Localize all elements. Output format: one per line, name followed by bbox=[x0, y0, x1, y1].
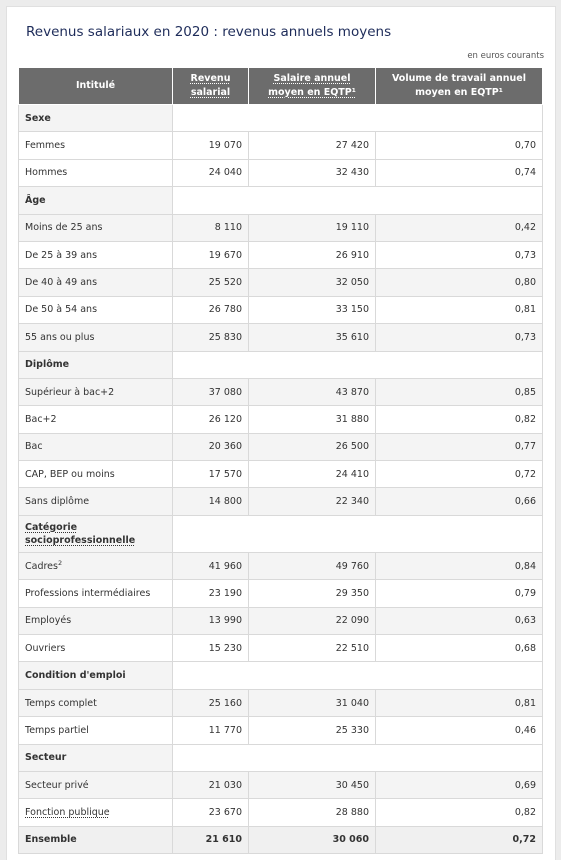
cell-revenu: 21 030 bbox=[173, 771, 249, 798]
cell-volume: 0,42 bbox=[376, 214, 543, 241]
category-row bbox=[19, 515, 543, 552]
cell-salaire: 22 090 bbox=[249, 607, 376, 634]
row-label: De 40 à 49 ans bbox=[19, 269, 173, 296]
cell-revenu: 15 230 bbox=[173, 635, 249, 662]
cell-volume: 0,72 bbox=[376, 826, 543, 853]
empty-cell bbox=[173, 187, 543, 214]
cell-revenu: 23 670 bbox=[173, 799, 249, 826]
cell-salaire: 32 050 bbox=[249, 269, 376, 296]
header-revenu-salarial-label[interactable]: Revenu salarial bbox=[190, 73, 231, 98]
category-label: Sexe bbox=[19, 105, 173, 132]
row-label: Bac bbox=[19, 433, 173, 460]
cell-salaire: 29 350 bbox=[249, 580, 376, 607]
table-row bbox=[19, 214, 543, 241]
table-row bbox=[19, 580, 543, 607]
empty-cell bbox=[173, 662, 543, 689]
total-row bbox=[19, 826, 543, 853]
cell-volume: 0,70 bbox=[376, 132, 543, 159]
header-intitule: Intitulé bbox=[19, 68, 173, 105]
table-row bbox=[19, 771, 543, 798]
category-row bbox=[19, 744, 543, 771]
row-label: Temps partiel bbox=[19, 717, 173, 744]
cell-salaire: 43 870 bbox=[249, 378, 376, 405]
table-row bbox=[19, 552, 543, 579]
row-label: Professions intermédiaires bbox=[19, 580, 173, 607]
table-row bbox=[19, 635, 543, 662]
cell-salaire: 49 760 bbox=[249, 552, 376, 579]
cell-volume: 0,72 bbox=[376, 461, 543, 488]
cell-revenu: 19 670 bbox=[173, 241, 249, 268]
row-label: Employés bbox=[19, 607, 173, 634]
table-row bbox=[19, 324, 543, 351]
cell-salaire: 26 910 bbox=[249, 241, 376, 268]
cell-revenu: 13 990 bbox=[173, 607, 249, 634]
cell-volume: 0,82 bbox=[376, 406, 543, 433]
row-label: CAP, BEP ou moins bbox=[19, 461, 173, 488]
cell-revenu: 25 520 bbox=[173, 269, 249, 296]
table-row bbox=[19, 488, 543, 515]
category-label-link[interactable]: Catégorie socioprofessionnelle bbox=[25, 521, 136, 546]
data-table bbox=[18, 68, 543, 854]
cell-volume: 0,69 bbox=[376, 771, 543, 798]
cell-volume: 0,79 bbox=[376, 580, 543, 607]
cell-salaire: 24 410 bbox=[249, 461, 376, 488]
cell-salaire: 22 510 bbox=[249, 635, 376, 662]
cell-revenu: 24 040 bbox=[173, 159, 249, 186]
row-label: Femmes bbox=[19, 132, 173, 159]
table-row bbox=[19, 378, 543, 405]
category-label: Condition d'emploi bbox=[19, 662, 173, 689]
cell-revenu: 25 830 bbox=[173, 324, 249, 351]
row-label: Ouvriers bbox=[19, 635, 173, 662]
category-row bbox=[19, 351, 543, 378]
row-label-cell bbox=[19, 552, 173, 579]
empty-cell bbox=[173, 105, 543, 132]
row-label: Secteur privé bbox=[19, 771, 173, 798]
cell-volume: 0,73 bbox=[376, 324, 543, 351]
table-row bbox=[19, 689, 543, 716]
cell-revenu: 17 570 bbox=[173, 461, 249, 488]
row-label-link[interactable]: Fonction publique bbox=[25, 807, 110, 819]
cell-salaire: 30 060 bbox=[249, 826, 376, 853]
cell-revenu: 26 120 bbox=[173, 406, 249, 433]
unit-note: en euros courants bbox=[467, 51, 544, 61]
table-row bbox=[19, 241, 543, 268]
row-label: Cadres bbox=[25, 560, 58, 572]
empty-cell bbox=[173, 744, 543, 771]
table-row bbox=[19, 717, 543, 744]
cell-revenu: 19 070 bbox=[173, 132, 249, 159]
footnote-marker[interactable]: 2 bbox=[57, 558, 63, 567]
cell-salaire: 26 500 bbox=[249, 433, 376, 460]
cell-volume: 0,80 bbox=[376, 269, 543, 296]
table-row bbox=[19, 406, 543, 433]
row-label: 55 ans ou plus bbox=[19, 324, 173, 351]
cell-revenu: 11 770 bbox=[173, 717, 249, 744]
table-row bbox=[19, 132, 543, 159]
header-row bbox=[19, 68, 543, 105]
cell-volume: 0,77 bbox=[376, 433, 543, 460]
cell-volume: 0,63 bbox=[376, 607, 543, 634]
row-label: De 25 à 39 ans bbox=[19, 241, 173, 268]
cell-salaire: 31 880 bbox=[249, 406, 376, 433]
category-row bbox=[19, 187, 543, 214]
cell-volume: 0,81 bbox=[376, 296, 543, 323]
cell-revenu: 20 360 bbox=[173, 433, 249, 460]
cell-volume: 0,46 bbox=[376, 717, 543, 744]
category-cell[interactable] bbox=[19, 515, 173, 552]
table-row bbox=[19, 433, 543, 460]
cell-salaire: 28 880 bbox=[249, 799, 376, 826]
cell-salaire: 33 150 bbox=[249, 296, 376, 323]
cell-revenu: 41 960 bbox=[173, 552, 249, 579]
header-revenu-salarial[interactable] bbox=[173, 68, 249, 105]
table-row bbox=[19, 799, 543, 826]
row-label: Ensemble bbox=[19, 826, 173, 853]
row-label-cell[interactable] bbox=[19, 799, 173, 826]
content-card bbox=[6, 6, 556, 860]
row-label: Supérieur à bac+2 bbox=[19, 378, 173, 405]
empty-cell bbox=[173, 515, 543, 552]
cell-revenu: 8 110 bbox=[173, 214, 249, 241]
cell-volume: 0,84 bbox=[376, 552, 543, 579]
table-row bbox=[19, 296, 543, 323]
row-label: Bac+2 bbox=[19, 406, 173, 433]
cell-volume: 0,66 bbox=[376, 488, 543, 515]
table-row bbox=[19, 159, 543, 186]
header-salaire-annuel-label[interactable]: Salaire annuel moyen en EQTP¹ bbox=[268, 73, 356, 98]
category-label: Secteur bbox=[19, 744, 173, 771]
category-label: Âge bbox=[19, 187, 173, 214]
cell-revenu: 21 610 bbox=[173, 826, 249, 853]
cell-volume: 0,73 bbox=[376, 241, 543, 268]
header-volume-travail: Volume de travail annuel moyen en EQTP¹ bbox=[376, 68, 543, 105]
table-row bbox=[19, 269, 543, 296]
row-label: Temps complet bbox=[19, 689, 173, 716]
category-row bbox=[19, 105, 543, 132]
table-row bbox=[19, 607, 543, 634]
table-title: Revenus salariaux en 2020 : revenus annuels moyens bbox=[26, 24, 392, 40]
cell-salaire: 31 040 bbox=[249, 689, 376, 716]
cell-volume: 0,85 bbox=[376, 378, 543, 405]
cell-salaire: 32 430 bbox=[249, 159, 376, 186]
cell-volume: 0,81 bbox=[376, 689, 543, 716]
row-label: Moins de 25 ans bbox=[19, 214, 173, 241]
table-row bbox=[19, 461, 543, 488]
row-label: Hommes bbox=[19, 159, 173, 186]
cell-revenu: 37 080 bbox=[173, 378, 249, 405]
cell-volume: 0,68 bbox=[376, 635, 543, 662]
cell-volume: 0,82 bbox=[376, 799, 543, 826]
cell-revenu: 23 190 bbox=[173, 580, 249, 607]
cell-revenu: 26 780 bbox=[173, 296, 249, 323]
cell-salaire: 30 450 bbox=[249, 771, 376, 798]
cell-salaire: 19 110 bbox=[249, 214, 376, 241]
cell-salaire: 35 610 bbox=[249, 324, 376, 351]
cell-salaire: 27 420 bbox=[249, 132, 376, 159]
empty-cell bbox=[173, 351, 543, 378]
cell-revenu: 25 160 bbox=[173, 689, 249, 716]
header-salaire-annuel[interactable] bbox=[249, 68, 376, 105]
category-row bbox=[19, 662, 543, 689]
row-label: Sans diplôme bbox=[19, 488, 173, 515]
row-label: De 50 à 54 ans bbox=[19, 296, 173, 323]
cell-volume: 0,74 bbox=[376, 159, 543, 186]
cell-revenu: 14 800 bbox=[173, 488, 249, 515]
cell-salaire: 25 330 bbox=[249, 717, 376, 744]
cell-salaire: 22 340 bbox=[249, 488, 376, 515]
category-label: Diplôme bbox=[19, 351, 173, 378]
